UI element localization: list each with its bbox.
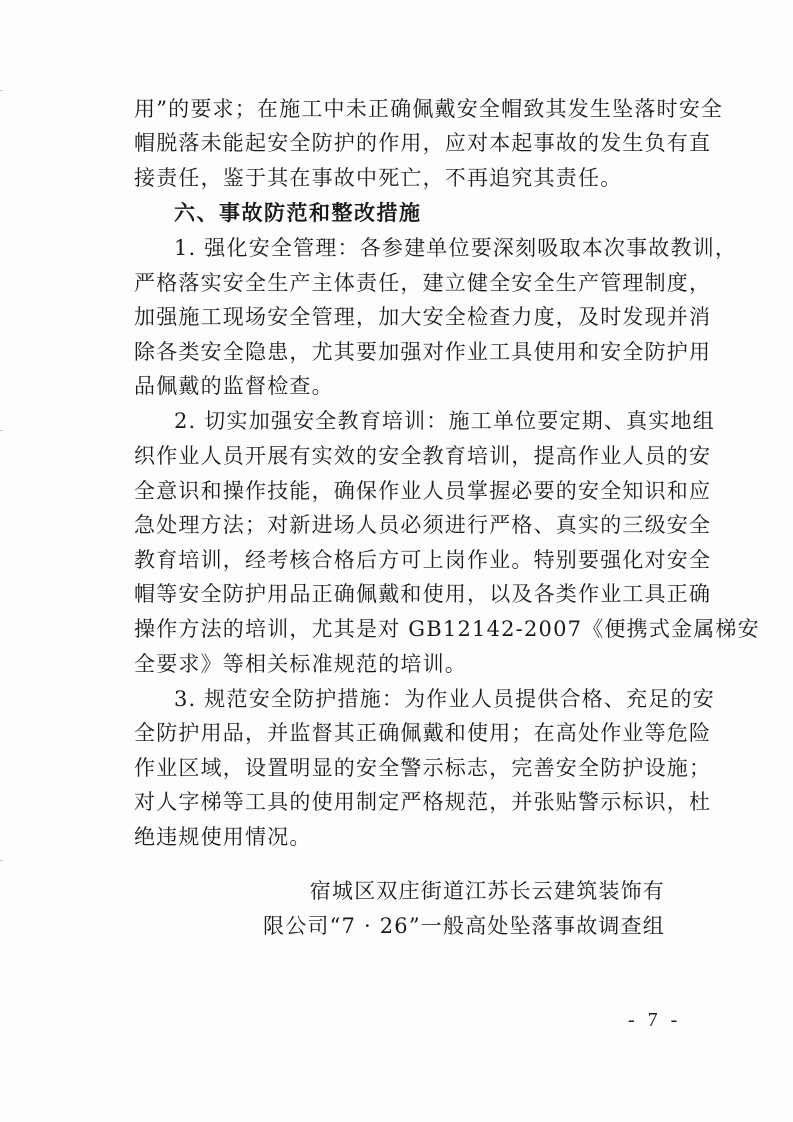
body-text-line: 帽等安全防护用品正确佩戴和使用，以及各类作业工具正确 [134, 582, 712, 606]
scan-margin-mark [0, 90, 3, 91]
section-heading: 六、事故防范和整改措施 [174, 201, 422, 225]
body-text-line: 急处理方法；对新进场人员必须进行严格、真实的三级安全 [134, 513, 712, 537]
body-text-line: 品佩戴的监督检查。 [134, 374, 334, 398]
paragraph-1-first-line: 1. 强化安全管理：各参建单位要深刻吸取本次事故教训， [174, 236, 738, 260]
body-text-line: 教育培训，经考核合格后方可上岗作业。特别要强化对安全 [134, 548, 712, 572]
body-text-line: 除各类安全隐患，尤其要加强对作业工具使用和安全防护用 [134, 340, 712, 364]
body-text-line: 用”的要求；在施工中未正确佩戴安全帽致其发生坠落时安全 [134, 97, 724, 121]
body-text-line: 对人字梯等工具的使用制定严格规范，并张贴警示标识，杜 [134, 790, 712, 814]
body-text-line: 操作方法的培训，尤其是对 GB12142-2007《便携式金属梯安 [134, 617, 760, 641]
signature-line-organization: 宿城区双庄街道江苏长云建筑装饰有 [309, 879, 665, 903]
body-text-line: 绝违规使用情况。 [134, 825, 312, 849]
body-text-line: 全意识和操作技能，确保作业人员掌握必要的安全知识和应 [134, 479, 712, 503]
paragraph-3-first-line: 3. 规范安全防护措施：为作业人员提供合格、充足的安 [174, 687, 715, 711]
body-text-line: 严格落实安全生产主体责任，建立健全安全生产管理制度， [134, 271, 712, 295]
body-text-line: 接责任，鉴于其在事故中死亡，不再追究其责任。 [134, 166, 623, 190]
body-text-line: 加强施工现场安全管理，加大安全检查力度，及时发现并消 [134, 305, 712, 329]
scan-margin-mark [0, 860, 3, 861]
body-text-line: 帽脱落未能起安全防护的作用，应对本起事故的发生负有直 [134, 131, 712, 155]
body-text-line: 织作业人员开展有实效的安全教育培训，提高作业人员的安 [134, 444, 712, 468]
signature-line-investigation-team: 限公司“7 · 26”一般高处坠落事故调查组 [263, 914, 665, 938]
page-number: - 7 - [628, 1009, 682, 1031]
body-text-line: 作业区域，设置明显的安全警示标志，完善安全防护设施； [134, 756, 712, 780]
body-text-line: 全防护用品，并监督其正确佩戴和使用；在高处作业等危险 [134, 721, 712, 745]
scan-margin-mark [0, 430, 3, 431]
paragraph-2-first-line: 2. 切实加强安全教育培训：施工单位要定期、真实地组 [174, 409, 715, 433]
body-text-line: 全要求》等相关标准规范的培训。 [134, 652, 467, 676]
